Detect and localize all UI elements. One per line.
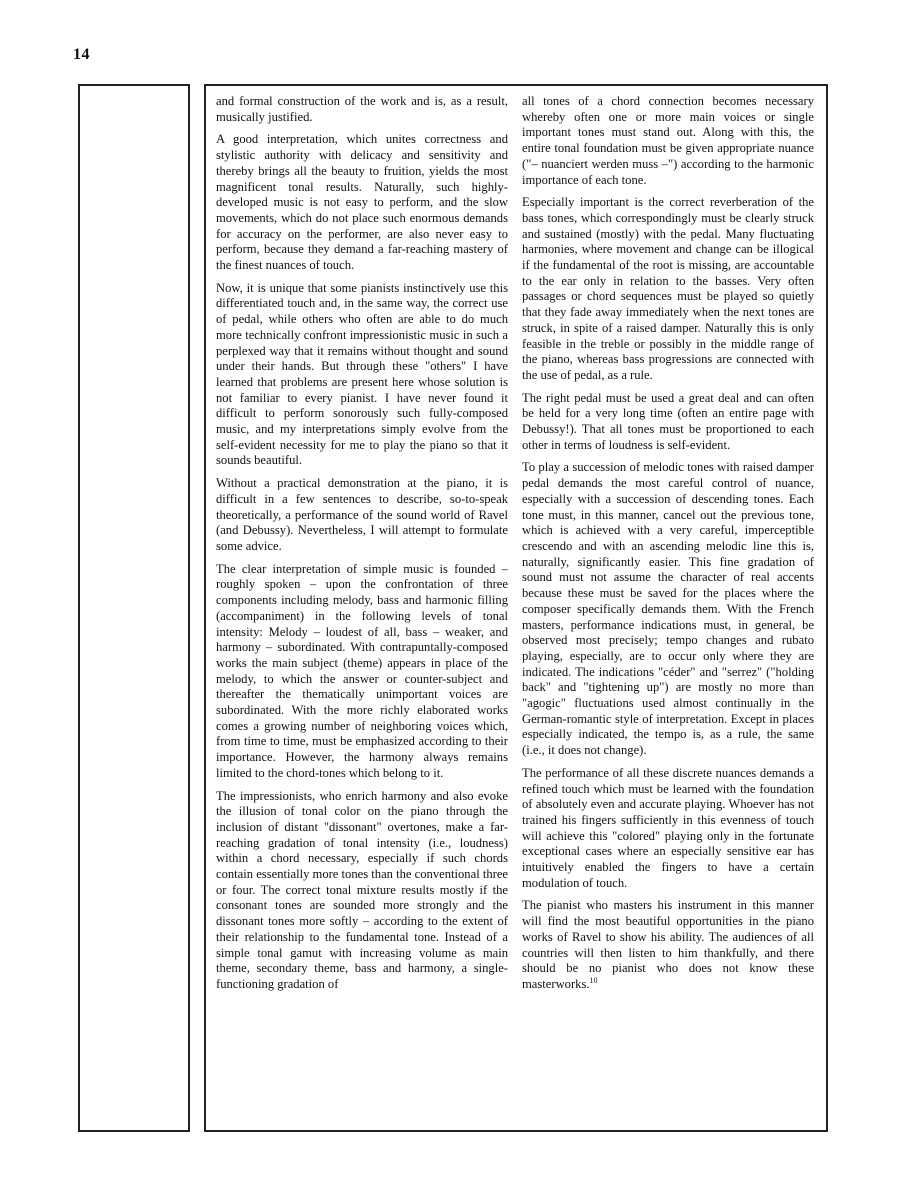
right-column	[522, 94, 814, 1000]
paragraph: and formal construction of the work and is, as a result, musically justified.	[216, 94, 508, 124]
paragraph: The right pedal must be used a great deal and can often be held for a very long time (often an entire page with Debussy!). That all tones must be proportioned to each other in terms of loudness is self-evident.	[522, 390, 814, 452]
paragraph: Without a practical demonstration at the piano, it is difficult in a few sentences to describe, so-to-speak theoretically, a performance of the sound world of Ravel (and Debussy). Nevertheless, I will attempt to formulate some advice.	[216, 476, 508, 553]
paragraph: Especially important is the correct reverberation of the bass tones, which correspondingly must be clearly struck and sustained (mostly) with the pedal. Many fluctuating harmonies, where movement and change can be illogical if the fundamental of the root is missing, are accountable to the ear only in relation to the basses. Very often passages or chord sequences must be played so quietly that they fade away immediately when the next tones are struck, in spite of a raised damper. Naturally this is only feasible in the treble or possibly in the middle range of the piano, whereas bass progressions are connected with the use of pedal, as a rule.	[522, 195, 814, 382]
left-column	[216, 94, 508, 1000]
text-frame	[204, 84, 828, 1132]
paragraph: The impressionists, who enrich harmony and also evoke the illusion of tonal color on the piano through the inclusion of distant "dissonant" overtones, make a far-reaching gradation of tonal intensity (i.e., loudness) within a chord necessary, especially if such chords contain essentially more tones than the conventional three or four. The correct tonal mixture results mostly if the consonant tones are sounded more strongly and the dissonant tones more softly – according to the extent of their relationship to the fundamental tone. Instead of a simple tonal gamut with increasing volume as main theme, secondary theme, bass and harmony, a single-functioning gradation of	[216, 788, 508, 991]
paragraph: The clear interpretation of simple music is founded – roughly spoken – upon the confrontation of three components including melody, bass and harmonic filling (accompaniment) in the following levels of tonal intensity: Melody – loudest of all, bass – weaker, and harmony – subordinated. With contrapuntally-composed works the main subject (theme) appears in place of the melody, to which the answer or counter-subject and thereafter the thematically unimportant voices are subordinated. With the more richly elaborated works comes a growing number of neighboring voices which, from time to time, must be emphasized according to their importance. However, the harmony always remains limited to the chord-tones which belong to it.	[216, 561, 508, 780]
paragraph: To play a succession of melodic tones with raised damper pedal demands the most careful control of nuance, especially with a succession of descending tones. Each tone must, in this manner, cancel out the previous tone, which is achieved with a very careful, imperceptible crescendo and with an ascending melodic line this is, naturally, significantly easier. This fine gradation of sound must not assume the character of real accents because these must be saved for the places where the composer specifically demands them. With the French masters, performance indications must, in general, be observed most precisely; tempo changes and rubato playing, especially, are to occur only where they are indicated. The indications "céder" and "serrez" ("holding back" and "tightening up") are mostly no more than "agogic" fluctuations used almost continually in the German-romantic style of interpretation. Except in places especially indicated, the tempo is, as a rule, the same (i.e., it does not change).	[522, 460, 814, 758]
footnote-marker: 10	[589, 975, 598, 985]
paragraph: The performance of all these discrete nuances demands a refined touch which must be learned with the foundation of absolutely even and accurate playing. Whoever has not trained his fingers sufficiently in this evenness of touch will achieve this "colored" playing only in the fortunate exceptional cases where an especially sensitive ear has intuitively enabled the fingers to have a certain modulation of touch.	[522, 765, 814, 890]
last-paragraph	[522, 898, 814, 992]
paragraph: A good interpretation, which unites correctness and stylistic authority with delicacy and sensitivity and thereby brings all the beauty to fruition, yields the most magnificent tonal results. Naturally, such highly-developed music is not easy to perform, and the slow movements, which do not place such enormous demands for accuracy on the performer, are also never easy to perform, because they demand a far-reaching mastery of the finest nuances of touch.	[216, 132, 508, 273]
paragraph: Now, it is unique that some pianists instinctively use this differentiated touch and, in the same way, the correct use of pedal, while others who often are able to do much more technically confront impressionistic music in such a perplexed way that it remains without thought and sound under their hands. But through these "others" I have learned that problems are present here whose solution is not familiar to every pianist. I have never found it difficult to perform sonorously such fully-composed music, and my interpretations simply evolve from the self-evident necessity for me to play the piano so that it sounds beautiful.	[216, 280, 508, 468]
margin-box	[78, 84, 190, 1132]
paragraph: all tones of a chord connection becomes necessary whereby often one or more main voices or single important tones must stand out. Along with this, the entire tonal foundation must be given appropriate nuance ("– nuanciert werden muss –") according to the harmonic importance of each tone.	[522, 94, 814, 187]
last-paragraph-text: The pianist who masters his instrument in this manner will find the most beautiful opportunities in the piano works of Ravel to show his ability. The audiences of all countries will then listen to him thankfully, and there should be no pianist who does not know these masterworks.	[522, 898, 814, 991]
page-number: 14	[73, 46, 90, 63]
